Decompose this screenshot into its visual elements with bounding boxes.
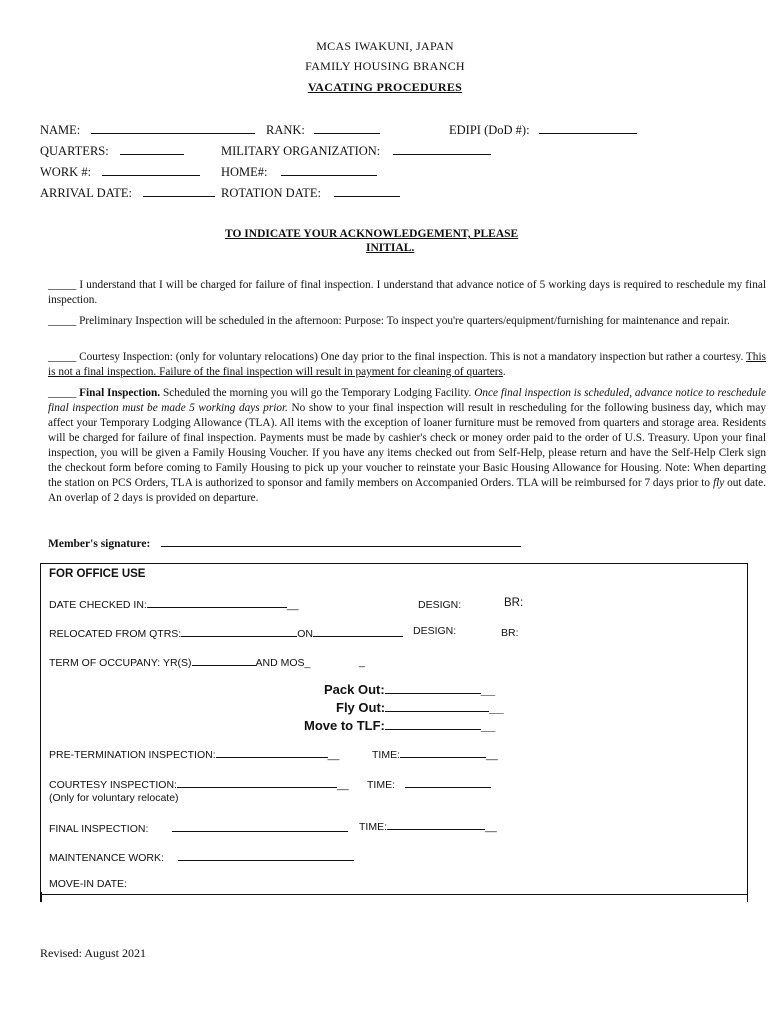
pre-termination-time-field[interactable]: TIME: __: [372, 746, 498, 761]
date-checked-in-field[interactable]: DATE CHECKED IN: __: [49, 596, 299, 611]
br-label-1: BR:: [504, 597, 524, 609]
rank-label: RANK:: [266, 123, 305, 137]
office-use-box: [40, 563, 748, 895]
home-phone-label: HOME#:: [221, 165, 268, 179]
design-label-1: DESIGN:: [418, 599, 462, 611]
rank-field[interactable]: [266, 122, 380, 138]
header-line-1: MCAS IWAKUNI, JAPAN: [316, 39, 454, 53]
name-field[interactable]: [40, 122, 255, 138]
work-phone-field[interactable]: [40, 164, 200, 180]
final-inspection-field[interactable]: FINAL INSPECTION:: [49, 820, 348, 835]
quarters-field[interactable]: [40, 143, 184, 159]
quarters-label: QUARTERS:: [40, 144, 109, 158]
revised-date: Revised: August 2021: [40, 946, 147, 960]
br-label-2: BR:: [501, 627, 519, 639]
header-line-2: FAMILY HOUSING BRANCH: [305, 59, 465, 73]
page-title: VACATING PROCEDURES: [307, 80, 463, 94]
signature-field[interactable]: [48, 535, 521, 550]
maintenance-work-field[interactable]: MAINTENANCE WORK:: [49, 849, 354, 864]
acknowledgement-heading-1: TO INDICATE YOUR ACKNOWLEDGEMENT, PLEASE: [225, 228, 519, 240]
acknowledgement-heading-2: INITIAL.: [366, 242, 415, 254]
courtesy-note: (Only for voluntary relocate): [49, 792, 179, 804]
work-phone-label: WORK #:: [40, 165, 92, 179]
military-org-label: MILITARY ORGANIZATION:: [221, 144, 381, 158]
item-courtesy-inspection: _____ Courtesy Inspection: (only for voluntary relocations) One day prior to the final inspection. This is not a mandatory inspection but rather a courtesy. This is not a final inspection. Failure of the final inspection will result in payment for cleaning of quarters.: [48, 351, 766, 378]
initial-blank[interactable]: _____: [48, 351, 77, 363]
item-failure-charge: _____ I understand that I will be charged for failure of final inspection. I understand that advance notice of 5 working days is required to reschedule my final inspection.: [48, 279, 766, 306]
courtesy-time-field[interactable]: TIME:: [367, 776, 491, 791]
initial-blank[interactable]: _____: [48, 387, 77, 399]
pack-out-field[interactable]: Pack Out: __: [324, 682, 496, 697]
item-preliminary-inspection: _____ Preliminary Inspection will be scheduled in the afternoon: Purpose: To inspect you're quarters/equipment/furnishing for maintenance and repair.: [48, 315, 730, 327]
arrival-date-field[interactable]: [40, 185, 215, 201]
initial-blank[interactable]: _____: [48, 315, 77, 327]
arrival-date-label: ARRIVAL DATE:: [40, 186, 133, 200]
initial-blank[interactable]: _____: [48, 279, 77, 291]
term-of-occupancy-field[interactable]: TERM OF OCCUPANY: YR(S) AND MOS_: [49, 654, 310, 669]
fly-out-field[interactable]: Fly Out: __: [336, 700, 504, 715]
move-to-tlf-field[interactable]: Move to TLF: __: [304, 718, 496, 733]
edipi-label: EDIPI (DoD #):: [449, 123, 530, 137]
office-use-title: FOR OFFICE USE: [49, 568, 146, 580]
courtesy-inspection-field[interactable]: COURTESY INSPECTION: __: [49, 776, 349, 791]
edipi-field[interactable]: [449, 122, 637, 138]
rotation-date-label: ROTATION DATE:: [221, 186, 322, 200]
final-time-field[interactable]: TIME: __: [359, 818, 497, 833]
design-label-2: DESIGN:: [413, 625, 457, 637]
relocated-field[interactable]: RELOCATED FROM QTRS: ON: [49, 625, 403, 640]
signature-label: Member's signature:: [48, 538, 151, 550]
home-phone-field[interactable]: [221, 164, 377, 180]
military-org-field[interactable]: [221, 143, 491, 159]
move-in-date-label: MOVE-IN DATE:: [49, 878, 127, 890]
mos-blank[interactable]: _: [359, 656, 365, 668]
name-label: NAME:: [40, 123, 81, 137]
item-final-inspection: _____ Final Inspection. Scheduled the morning you will go the Temporary Lodging Facility. Once final inspection is scheduled, advance notice to reschedule final inspection must be made 5 working days prior. No show to your final inspection will result in rescheduling for the following business day, which may affect your Temporary Lodging Allowance (TLA). All items with the exception of loaner furniture must be removed from quarters and storage area. Residents will be charged for failure of final inspection. Payments must be made by cashier's check or money order paid to the order of U.S. Treasury. Upon your final inspection, you will be given a Family Housing Voucher. If you have any items checked out from Self-Help, please return and have the Self-Help Clerk sign the checkout form before coming to Family Housing to pick up your voucher to reinstate your Basic Housing Allowance for Housing. Note: When departing the station on PCS Orders, TLA is authorized to sponsor and family members on Accompanied Orders. TLA will be reimbursed for 7 days prior to fly out date. An overlap of 2 days is provided on departure.: [48, 387, 767, 504]
pre-termination-field[interactable]: PRE-TERMINATION INSPECTION: __: [49, 746, 339, 761]
rotation-date-field[interactable]: [221, 185, 400, 201]
